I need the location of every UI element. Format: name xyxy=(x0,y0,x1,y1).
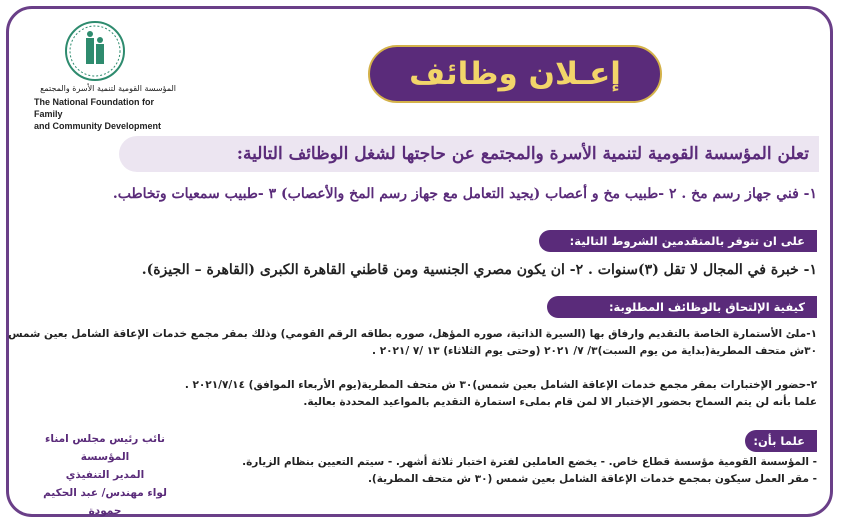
notes-line-2: - مقر العمل سيكون بمجمع خدمات الإعاقة الشامل بعين شمس (٣٠ ش متحف المطرية). xyxy=(367,473,817,485)
signature-line-2: المدير التنفيذي xyxy=(65,469,145,481)
conditions-bar: على ان تتوفر بالمتقدمين الشروط التالية: xyxy=(539,230,817,252)
org-name-english-line1: The National Foundation for Family xyxy=(34,97,154,119)
signature-line-1: نائب رئيس مجلس امناء المؤسسة xyxy=(45,433,165,463)
how-line-4: علما بأنه لن يتم السماح بحضور الإختبار الا لمن قام بملىء استمارة التقديم بالمواعيد المحددة بعالية. xyxy=(303,396,817,408)
how-line-1: ١-ملئ الأستمارة الخاصة بالتقديم وارفاق بها (السيرة الذاتية، صوره المؤهل، صوره بطاقه الرقم القومي) وذلك بمقر مجمع خدمات الإعاقة الشامل بعين شمس xyxy=(8,328,817,340)
notes-bar: علما بأن: xyxy=(745,430,817,452)
heading-banner xyxy=(119,136,819,172)
signature-block xyxy=(40,430,170,520)
announcement-title: إعـلان وظائف xyxy=(368,45,662,103)
jobs-list: ١- فني جهاز رسم مخ . ٢ -طبيب مخ و أعصاب (يجيد التعامل مع جهاز رسم المخ والأعصاب) ٣ -طبيب سمعيات وتخاطب. xyxy=(112,186,817,202)
how-line-2: ٣٠ش متحف المطرية(بداية من يوم السبت)٣/ ٧/ ٢٠٢١ (وحتى يوم الثلاثاء) ١٣ /٧ /٢٠٢١ . xyxy=(372,345,817,357)
how-to-apply-bar: كيفية الإلتحاق بالوظائف المطلوبة: xyxy=(547,296,817,318)
foundation-logo xyxy=(64,20,126,82)
conditions-text: ١- خبرة في المجال لا تقل (٣)سنوات . ٢- ان يكون مصري الجنسية ومن قاطني القاهرة الكبرى (القاهرة – الجيزة). xyxy=(141,262,817,278)
heading-text: تعلن المؤسسة القومية لتنمية الأسرة والمجتمع عن حاجتها لشغل الوظائف التالية: xyxy=(236,144,809,164)
notes-line-1: - المؤسسة القومية مؤسسة قطاع خاص. - يخضع العاملين لفترة اختبار ثلاثة أشهر. - سيتم التعيين بنظام الزيارة. xyxy=(242,456,817,468)
org-name-english-line2: and Community Development xyxy=(34,121,162,131)
org-name-arabic: المؤسسة القومية لتنمية الأسرة والمجتمع xyxy=(40,84,176,93)
org-name-english xyxy=(34,96,184,132)
how-line-3: ٢-حضور الإختبارات بمقر مجمع خدمات الإعاقة الشامل بعين شمس)٣٠ ش متحف المطرية(يوم الأربعاء الموافق) ٢٠٢١/٧/١٤ . xyxy=(184,379,817,391)
signature-line-3: لواء مهندس/ عبد الحكيم حمودة xyxy=(43,487,167,517)
